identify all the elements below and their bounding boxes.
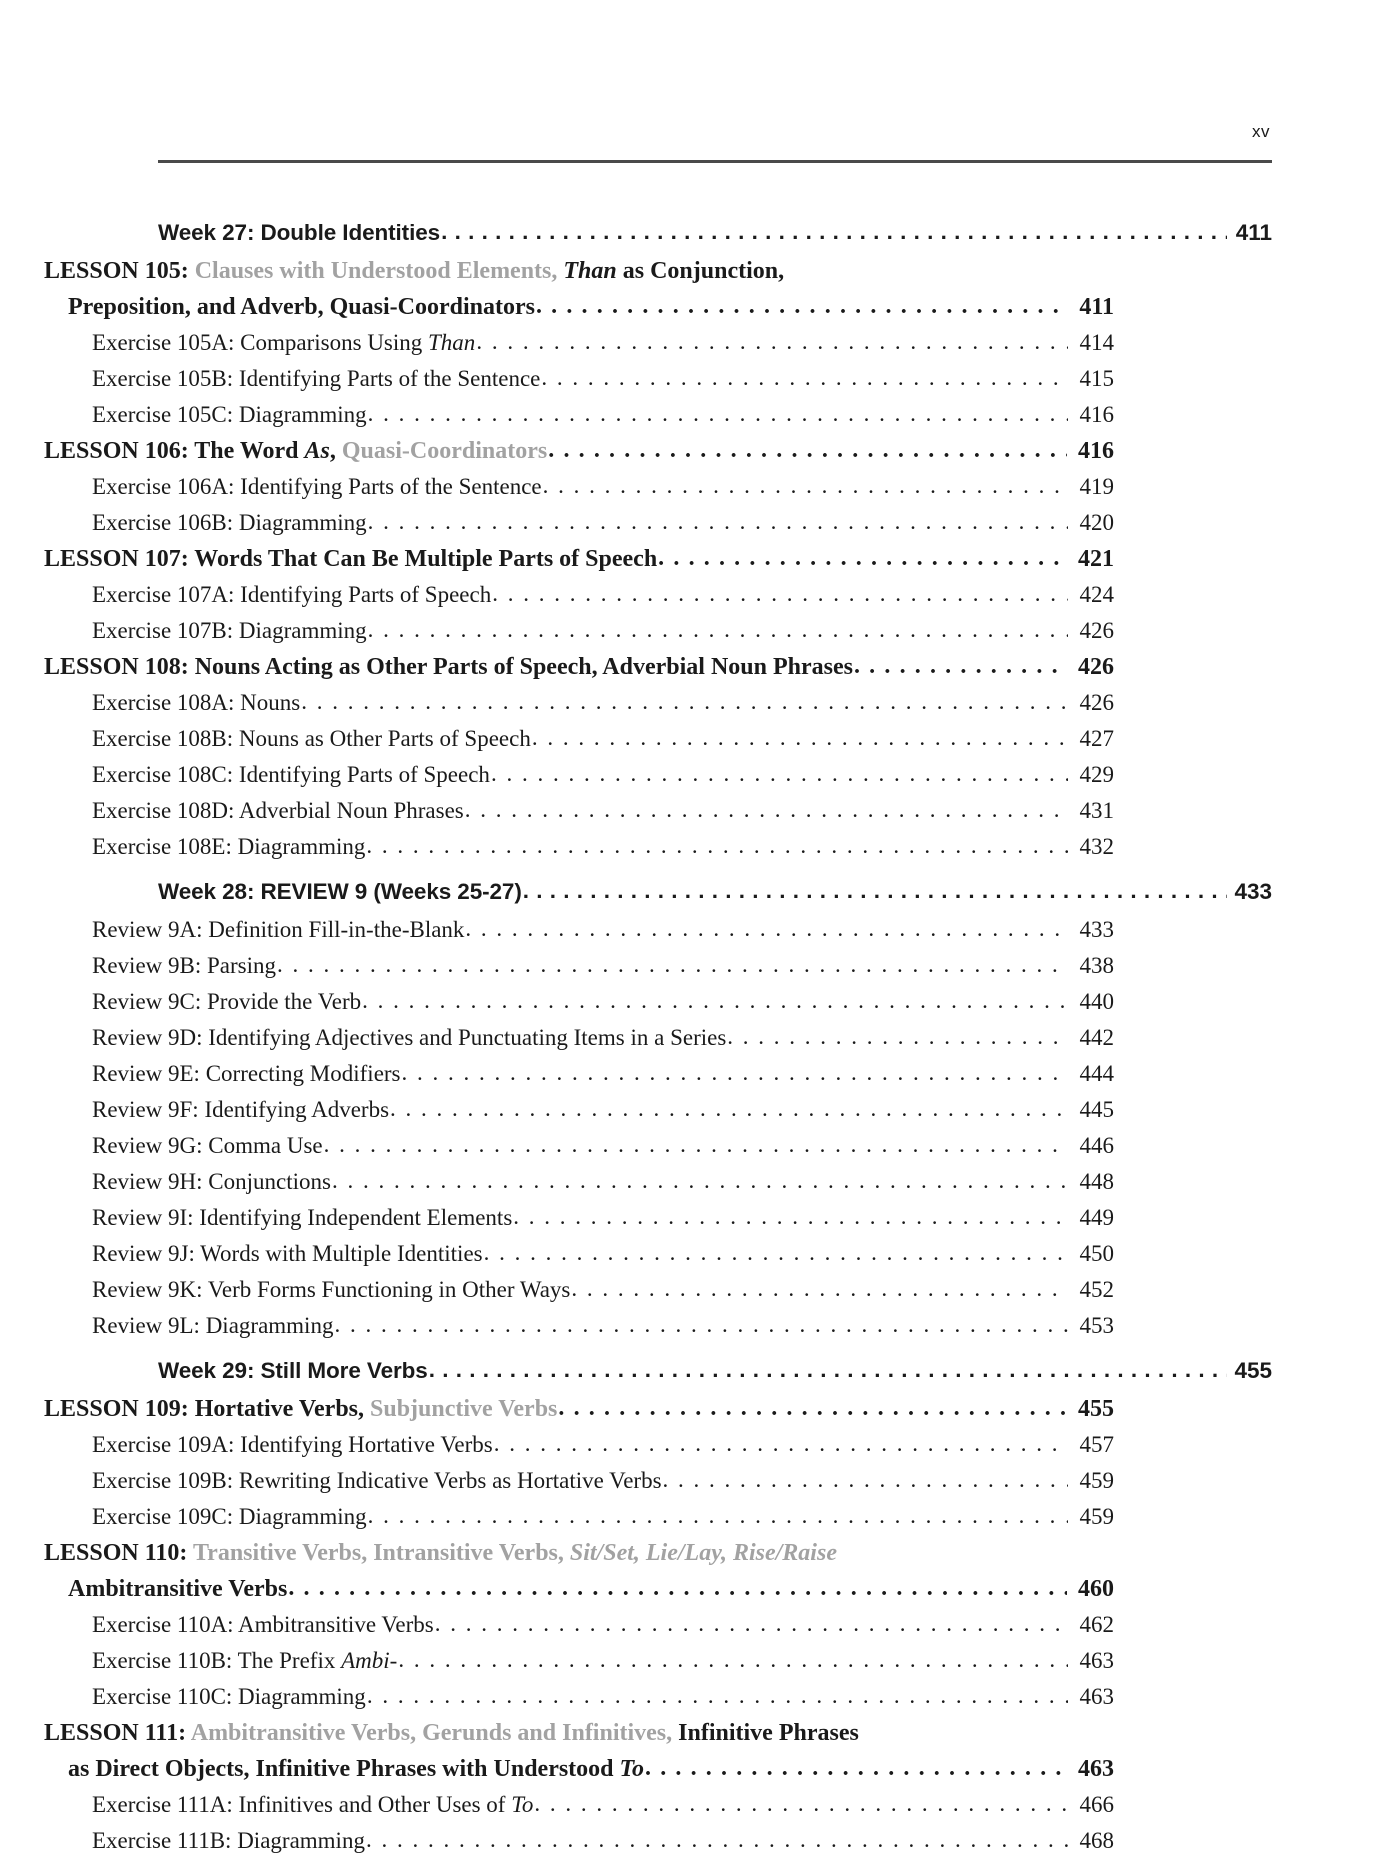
toc-entry-label [92,727,531,750]
toc-entry-page-number: 453 [1079,1313,1114,1338]
toc-label-part: Review 9F: Identifying Adverbs [92,1097,390,1122]
dot-leader [492,582,1068,605]
toc-label-part: Week 28: REVIEW 9 (Weeks 25-27) [158,879,522,904]
toc-entry-label [92,1206,512,1229]
toc-label-part: LESSON 107: Words That Can Be Multiple Parts of Speech [44,546,658,572]
toc-entry-label [92,763,490,786]
toc-entry-label [44,439,547,463]
toc-entry-page-number: 419 [1079,474,1114,499]
toc-entry-label [68,1577,287,1601]
toc-label-part: Exercise 105C: Diagramming [92,402,367,427]
toc-entry-review-9g[interactable] [92,1134,1114,1170]
toc-entry-label [44,1721,859,1745]
toc-entry-label [92,1649,397,1672]
toc-label-part: as Conjunction, [616,258,785,284]
dot-leader [854,654,1067,678]
toc-label-part: LESSON 109: Hortative Verbs, [44,1396,371,1422]
toc-label-part: Quasi-Coordinators [341,438,548,464]
dot-leader [366,1828,1068,1851]
toc-entry-label [92,1505,367,1528]
toc-entry-exercise-110a[interactable] [92,1613,1114,1649]
toc-label-part: Exercise 108C: Identifying Parts of Speech [92,762,490,787]
dot-leader [288,1576,1067,1600]
dot-leader [324,1133,1068,1156]
dot-leader [727,1025,1068,1048]
toc-label-part: Exercise 111A: Infinitives and Other Uses of [92,1792,512,1817]
toc-entry-page-number: 438 [1079,953,1114,978]
toc-entry-label [92,1242,483,1265]
toc-entry-exercise-108a[interactable] [92,691,1114,727]
toc-entry-label [44,259,784,283]
dot-leader [541,366,1068,389]
toc-entry-page-number: 468 [1079,1828,1114,1853]
toc-entry-exercise-105a[interactable] [92,331,1114,367]
toc-entry-label [92,1278,570,1301]
toc-label-part: Exercise 110C: Diagramming [92,1684,366,1709]
toc-entry-lesson-110[interactable] [44,1541,1114,1577]
toc-entry-review-9k[interactable] [92,1278,1114,1314]
toc-entry-page-number: 426 [1078,654,1114,680]
toc-entry-exercise-108b[interactable] [92,727,1114,763]
toc-label-part: Than [563,258,617,284]
toc-entry-label [92,403,367,426]
toc-label-part: Review 9L: Diagramming [92,1313,334,1338]
dot-leader [368,618,1068,641]
dot-leader [491,762,1068,785]
toc-entry-exercise-105c[interactable] [92,403,1114,439]
toc-entry-review-9l[interactable] [92,1314,1114,1350]
dot-leader [558,1396,1067,1420]
toc-entry-lesson-111-cont[interactable] [68,1757,1114,1793]
toc-entry-page-number: 449 [1079,1205,1114,1230]
toc-entry-label [92,1469,662,1492]
toc-entry-lesson-107[interactable] [44,547,1114,583]
dot-leader [435,1612,1068,1635]
toc-entry-label [44,1541,837,1565]
toc-label-part: Week 29: Still More Verbs [158,1358,428,1383]
toc-entry-lesson-109[interactable] [44,1397,1114,1433]
toc-entry-lesson-105-cont[interactable] [68,295,1114,331]
toc-entry-label [92,1793,533,1816]
toc-label-part: To [619,1756,644,1782]
dot-leader [663,1468,1068,1491]
toc-label-part: Infinitive Phrases [678,1720,859,1746]
dot-leader [334,1313,1068,1336]
toc-label-part: , [329,438,342,464]
toc-entry-review-9j[interactable] [92,1242,1114,1278]
toc-entry-page-number: 448 [1079,1169,1114,1194]
toc-entry-exercise-106a[interactable] [92,475,1114,511]
toc-label-part: Exercise 105B: Identifying Parts of the Sentence [92,366,541,391]
toc-label-part: Exercise 108D: Adverbial Noun Phrases [92,798,464,823]
toc-entry-label [92,367,540,390]
toc-entry-page-number: 416 [1078,438,1114,464]
toc-entry-page-number: 463 [1078,1756,1114,1782]
dot-leader [429,1359,1227,1382]
toc-entry-label [92,835,365,858]
toc-label-part: Week 27: Double Identities [158,220,441,245]
toc-entry-exercise-108e[interactable] [92,835,1114,871]
toc-entry-page-number: 433 [1079,917,1114,942]
toc-entry-lesson-105[interactable] [44,259,1114,295]
toc-entry-lesson-110-cont[interactable] [68,1577,1114,1613]
toc-label-part: Exercise 109C: Diagramming [92,1504,367,1529]
dot-leader [366,834,1068,857]
toc-label-part: Exercise 105A: Comparisons Using [92,330,429,355]
toc-label-part: Review 9B: Parsing [92,953,276,978]
toc-label-part: Exercise 106B: Diagramming [92,510,367,535]
dot-leader [658,546,1067,570]
toc-entry-exercise-107a[interactable] [92,583,1114,619]
toc-entry-label [92,1026,726,1049]
toc-label-part: Ambitransitive Verbs, Gerunds and Infinitives, [190,1720,679,1746]
dot-leader [484,1241,1068,1264]
dot-leader [362,989,1068,1012]
toc-entry-page-number: 459 [1079,1468,1114,1493]
toc-label-part: Transitive Verbs, Intransitive Verbs, [192,1540,570,1566]
toc-label-part: Exercise 107A: Identifying Parts of Speech [92,582,492,607]
toc-entry-page-number: 429 [1079,762,1114,787]
dot-leader [536,294,1067,318]
toc-entry-week-29[interactable] [158,1360,1272,1397]
toc-entry-page-number: 411 [1235,220,1272,245]
toc-entry-page-number: 432 [1079,834,1114,859]
toc-entry-label [92,799,464,822]
toc-entry-page-number: 466 [1079,1792,1114,1817]
toc-label-part: Than [428,330,476,355]
toc-entry-page-number: 426 [1079,618,1114,643]
toc-entry-page-number: 442 [1079,1025,1114,1050]
toc-entry-page-number: 460 [1078,1576,1114,1602]
toc-entry-label [158,222,440,245]
toc-entry-label [44,655,853,679]
toc-entry-review-9c[interactable] [92,990,1114,1026]
table-of-contents [0,222,1384,1865]
toc-entry-page-number: 411 [1079,294,1114,320]
toc-label-part: Ambi- [341,1648,398,1673]
toc-entry-label [92,691,300,714]
toc-label-part: Subjunctive Verbs [370,1396,558,1422]
toc-entry-label [92,1062,401,1085]
dot-leader [441,221,1227,244]
dot-leader [543,474,1068,497]
toc-entry-exercise-105b[interactable] [92,367,1114,403]
dot-leader [571,1277,1068,1300]
toc-entry-page-number: 433 [1234,879,1272,904]
toc-label-part: Exercise 109A: Identifying Hortative Verbs [92,1432,493,1457]
dot-leader [301,690,1068,713]
toc-entry-label [92,619,367,642]
toc-entry-page-number: 455 [1234,1358,1272,1383]
toc-entry-exercise-107b[interactable] [92,619,1114,655]
dot-leader [465,917,1068,940]
toc-entry-page-number: 421 [1078,546,1114,572]
toc-label-part: LESSON 111: [44,1720,191,1746]
toc-label-part: Review 9J: Words with Multiple Identities [92,1241,483,1266]
toc-label-part: Review 9G: Comma Use [92,1133,323,1158]
toc-entry-page-number: 462 [1079,1612,1114,1637]
toc-entry-label [92,918,464,941]
toc-entry-label [158,881,522,904]
toc-label-part: Review 9K: Verb Forms Functioning in Other Ways [92,1277,571,1302]
toc-entry-review-9i[interactable] [92,1206,1114,1242]
toc-entry-week-28[interactable] [158,881,1272,918]
toc-entry-page-number: 416 [1079,402,1114,427]
toc-entry-page-number: 450 [1079,1241,1114,1266]
dot-leader [494,1432,1068,1455]
toc-entry-label [92,1613,434,1636]
toc-entry-page-number: 452 [1079,1277,1114,1302]
toc-label-part: Ambitransitive Verbs [68,1576,288,1602]
toc-entry-label [44,547,657,571]
toc-label-part: Review 9E: Correcting Modifiers [92,1061,401,1086]
toc-label-part: To [511,1792,534,1817]
dot-leader [532,726,1068,749]
toc-entry-exercise-111a[interactable] [92,1793,1114,1829]
dot-leader [277,953,1068,976]
toc-entry-page-number: 415 [1079,366,1114,391]
toc-label-part: Review 9A: Definition Fill-in-the-Blank [92,917,465,942]
toc-label-part: Sit/Set, Lie/Lay, Rise/Raise [569,1540,837,1566]
toc-label-part: Exercise 110A: Ambitransitive Verbs [92,1612,434,1637]
toc-entry-label [92,1170,331,1193]
dot-leader [513,1205,1068,1228]
toc-entry-lesson-108[interactable] [44,655,1114,691]
toc-entry-label [68,1757,644,1781]
toc-entry-page-number: 446 [1079,1133,1114,1158]
toc-entry-page-number: 463 [1079,1648,1114,1673]
dot-leader [548,438,1067,462]
toc-entry-review-9f[interactable] [92,1098,1114,1134]
toc-label-part: LESSON 108: Nouns Acting as Other Parts of Speech, Adverbial Noun Phrases [44,654,853,680]
toc-label-part: Exercise 108E: Diagramming [92,834,366,859]
toc-entry-exercise-108d[interactable] [92,799,1114,835]
toc-entry-exercise-109c[interactable] [92,1505,1114,1541]
toc-label-part: as Direct Objects, Infinitive Phrases with Understood [68,1756,620,1782]
toc-entry-page-number: 444 [1079,1061,1114,1086]
toc-entry-page-number: 431 [1079,798,1114,823]
toc-entry-label [92,1433,493,1456]
toc-entry-page-number: 440 [1079,989,1114,1014]
toc-label-part: LESSON 106: The Word [44,438,305,464]
toc-label-part: Review 9I: Identifying Independent Elements [92,1205,513,1230]
toc-entry-label [92,1829,365,1852]
toc-label-part: Exercise 107B: Diagramming [92,618,367,643]
toc-label-part: LESSON 110: [44,1540,193,1566]
toc-entry-label [44,1397,557,1421]
toc-label-part: Exercise 110B: The Prefix [92,1648,342,1673]
toc-label-part: Exercise 111B: Diagramming [92,1828,365,1853]
toc-entry-label [92,1685,366,1708]
toc-entry-label [92,954,276,977]
toc-entry-label [92,990,361,1013]
toc-label-part: As [304,438,330,464]
dot-leader [368,1504,1068,1527]
toc-entry-exercise-110b[interactable] [92,1649,1114,1685]
toc-label-part: Review 9C: Provide the Verb [92,989,362,1014]
dot-leader [332,1169,1068,1192]
dot-leader [367,1684,1068,1707]
toc-entry-page-number: 457 [1079,1432,1114,1457]
toc-label-part: Review 9H: Conjunctions [92,1169,331,1194]
toc-label-part: Preposition, and Adverb, Quasi-Coordinators [68,294,535,320]
dot-leader [523,880,1227,903]
toc-entry-review-9a[interactable] [92,918,1114,954]
toc-entry-label [158,1360,428,1383]
toc-entry-exercise-109b[interactable] [92,1469,1114,1505]
toc-entry-label [92,1134,323,1157]
dot-leader [465,798,1068,821]
toc-entry-exercise-109a[interactable] [92,1433,1114,1469]
toc-entry-page-number: 455 [1078,1396,1114,1422]
toc-entry-label [68,295,535,319]
toc-entry-page-number: 459 [1079,1504,1114,1529]
toc-entry-lesson-111[interactable] [44,1721,1114,1757]
toc-entry-label [92,1314,333,1337]
toc-entry-page-number: 426 [1079,690,1114,715]
toc-label-part: Exercise 109B: Rewriting Indicative Verbs as Hortative Verbs [92,1468,662,1493]
toc-entry-label [92,475,542,498]
toc-entry-page-number: 424 [1079,582,1114,607]
toc-entry-review-9h[interactable] [92,1170,1114,1206]
dot-leader [390,1097,1068,1120]
toc-entry-lesson-106[interactable] [44,439,1114,475]
toc-entry-label [92,1098,389,1121]
dot-leader [368,402,1068,425]
toc-label-part: Exercise 108A: Nouns [92,690,301,715]
toc-label-part: Exercise 108B: Nouns as Other Parts of Speech [92,726,531,751]
toc-entry-label [92,331,475,354]
page-number: xv [1252,122,1270,141]
toc-entry-page-number: 463 [1079,1684,1114,1709]
toc-entry-page-number: 414 [1079,330,1114,355]
toc-entry-exercise-108c[interactable] [92,763,1114,799]
toc-label-part: Exercise 106A: Identifying Parts of the Sentence [92,474,542,499]
dot-leader [402,1061,1068,1084]
toc-entry-label [92,511,367,534]
toc-entry-exercise-110c[interactable] [92,1685,1114,1721]
toc-entry-exercise-111b[interactable] [92,1829,1114,1865]
dot-leader [368,510,1068,533]
dot-leader [398,1648,1068,1671]
header-rule [158,160,1272,163]
toc-entry-label [92,583,491,606]
toc-label-part: Review 9D: Identifying Adjectives and Punctuating Items in a Series [92,1025,727,1050]
folio-container [158,122,1270,142]
toc-label-part: Clauses with Understood Elements, [194,258,564,284]
toc-entry-page-number: 445 [1079,1097,1114,1122]
toc-entry-review-9d[interactable] [92,1026,1114,1062]
toc-entry-page-number: 427 [1079,726,1114,751]
dot-leader [645,1756,1067,1780]
dot-leader [476,330,1068,353]
toc-label-part: LESSON 105: [44,258,195,284]
toc-entry-week-27[interactable] [158,222,1272,259]
toc-entry-exercise-106b[interactable] [92,511,1114,547]
toc-entry-page-number: 420 [1079,510,1114,535]
toc-entry-review-9b[interactable] [92,954,1114,990]
toc-entry-review-9e[interactable] [92,1062,1114,1098]
